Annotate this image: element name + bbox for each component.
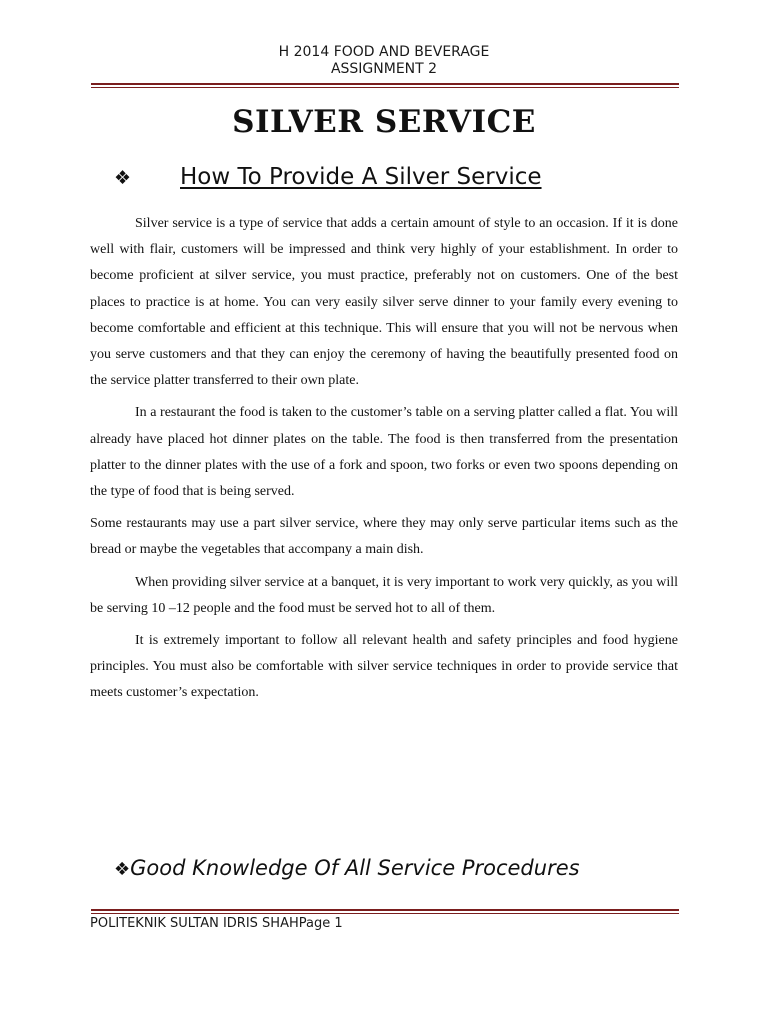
section-heading-text: Good Knowledge Of All Service Procedures xyxy=(130,856,580,880)
page-footer xyxy=(90,916,343,931)
page-header xyxy=(0,44,768,78)
page-title: SILVER SERVICE xyxy=(232,104,536,140)
paragraph: It is extremely important to follow all relevant health and safety principles and food hygiene principles. You must also be comfortable with silver service techniques in order to provide service that meets customer’s expectation. xyxy=(90,633,678,701)
header-course-line: H 2014 FOOD AND BEVERAGE xyxy=(278,44,490,60)
section-heading-text: How To Provide A Silver Service xyxy=(180,164,542,190)
diamond-bullet-icon: ❖ xyxy=(114,859,131,880)
section-heading-service-procedures xyxy=(114,856,580,880)
header-divider xyxy=(91,83,679,88)
footer-divider xyxy=(91,909,679,914)
header-assignment-line: ASSIGNMENT 2 xyxy=(330,61,438,77)
paragraph: Some restaurants may use a part silver service, where they may only serve particular items such as the bread or maybe the vegetables that accompany a main dish. xyxy=(90,516,678,558)
section-heading-silver-service xyxy=(114,164,542,190)
footer-page-number: Page 1 xyxy=(298,916,343,931)
paragraph: Silver service is a type of service that adds a certain amount of style to an occasion. If it is done well with flair, customers will be impressed and think very highly of your establishment. In order to become proficient at silver service, you must practice, preferably not on customers. One of the best places to practice is at home. You can very easily silver serve dinner to your family every evening to become comfortable and efficient at this technique. This will ensure that you will not be nervous when you serve customers and that they can enjoy the ceremony of having the beautifully presented food on the service platter transferred to their own plate. xyxy=(90,216,678,389)
footer-institution: POLITEKNIK SULTAN IDRIS SHAH xyxy=(90,916,299,931)
paragraph: When providing silver service at a banquet, it is very important to work very quickly, as you will be serving 10 –12 people and the food must be served hot to all of them. xyxy=(90,574,678,616)
diamond-bullet-icon: ❖ xyxy=(114,167,132,189)
paragraph: In a restaurant the food is taken to the customer’s table on a serving platter called a flat. You will already have placed hot dinner plates on the table. The food is then transferred from the presentation platter to the dinner plates with the use of a fork and spoon, two forks or even two spoons depending on the type of food that is being served. xyxy=(90,405,678,500)
body-text xyxy=(90,211,678,713)
